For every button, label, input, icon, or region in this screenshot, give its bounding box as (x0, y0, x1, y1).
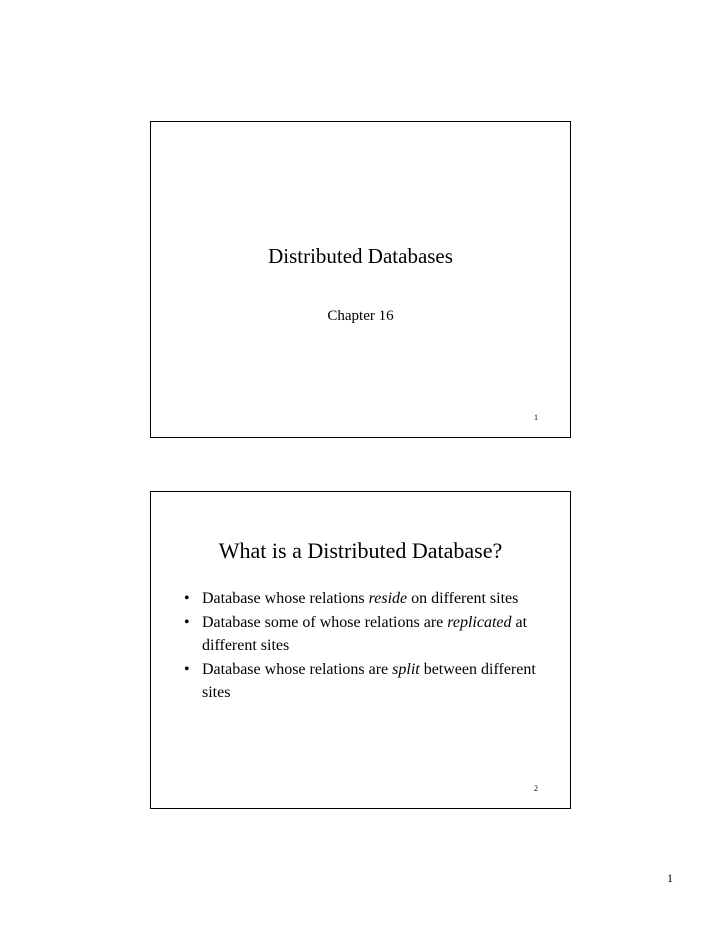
bullet-item-3 (184, 658, 544, 704)
bullet-icon: • (184, 614, 190, 631)
bullet-text: Database whose relations reside on different sites (202, 590, 519, 607)
page-number: 1 (667, 871, 673, 885)
bullet-item-2 (184, 611, 544, 657)
bullet-text: Database some of whose relations are replicated at different sites (202, 614, 528, 654)
bullet-list (184, 587, 544, 705)
slide-1-subtitle: Chapter 16 (327, 308, 394, 324)
slide-1 (150, 121, 571, 438)
bullet-icon: • (184, 661, 190, 678)
slide-1-number: 1 (534, 413, 538, 422)
bullet-item-1 (184, 587, 544, 610)
slide-1-title: Distributed Databases (268, 244, 453, 268)
bullet-text: Database whose relations are split between different sites (202, 661, 536, 701)
slide-2-title: What is a Distributed Database? (218, 538, 503, 563)
bullet-icon: • (184, 590, 190, 607)
slide-2 (150, 491, 571, 809)
slide-2-number: 2 (534, 784, 538, 793)
